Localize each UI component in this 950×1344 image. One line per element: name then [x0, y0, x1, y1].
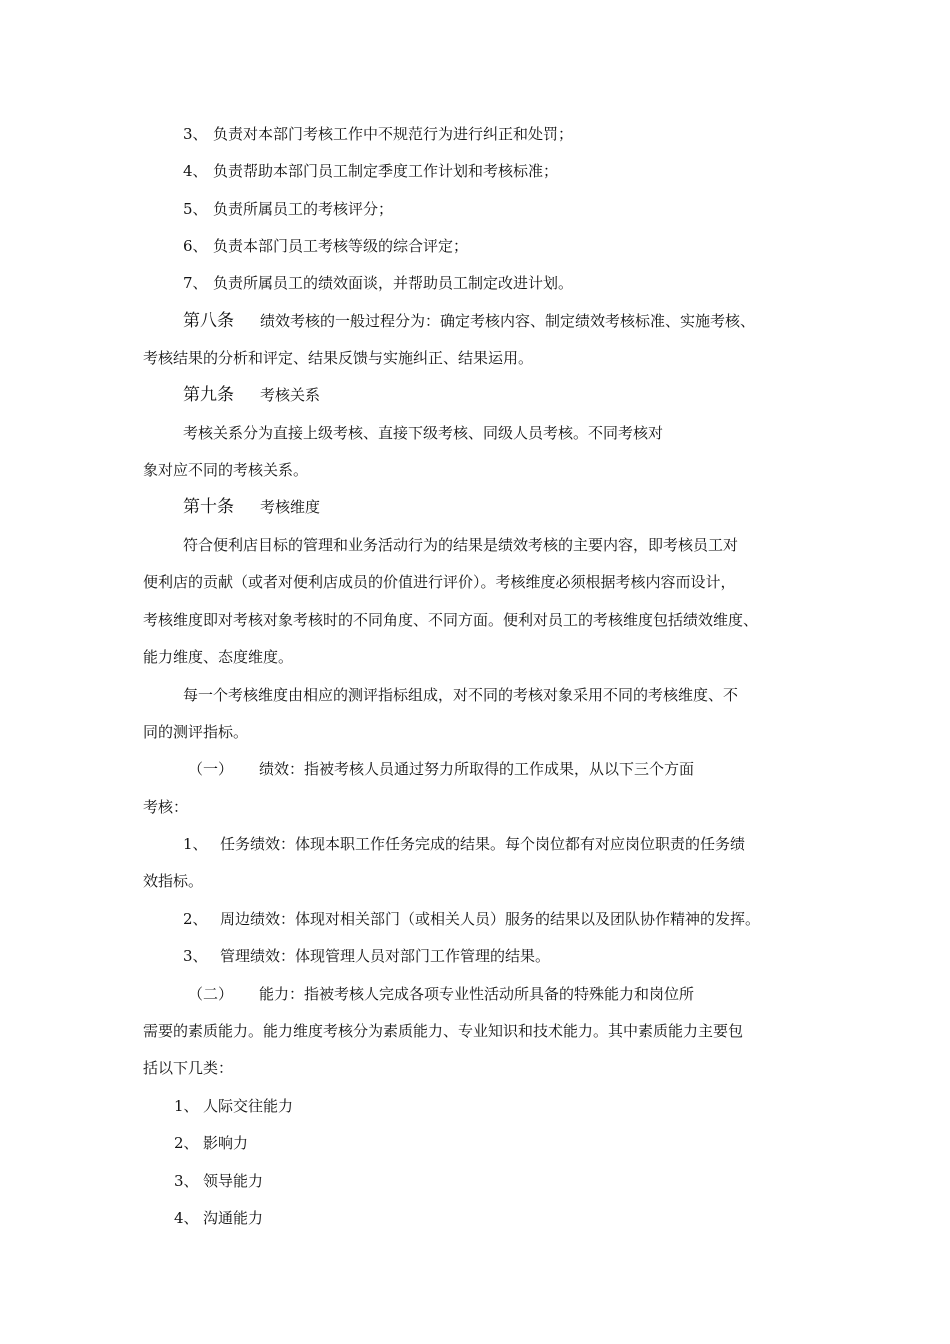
- section-1-line-1: [188, 759, 694, 781]
- duty-number: 5、: [183, 200, 208, 218]
- article-9-heading-line: [183, 385, 320, 407]
- performance-text: 周边绩效：体现对相关部门（或相关人员）服务的结果以及团队协作精神的发挥。: [220, 910, 761, 928]
- performance-item-1-continued: 效指标。: [143, 872, 204, 890]
- article-9-heading: 第九条: [183, 385, 234, 405]
- article-10-paragraph-2-line-2: 同的测评指标。: [143, 723, 249, 741]
- section-2-text: 能力：指被考核人完成各项专业性活动所具备的特殊能力和岗位所: [259, 985, 695, 1003]
- duty-item-6: [183, 236, 468, 258]
- article-10-paragraph-1-line-4: 能力维度、态度维度。: [143, 648, 294, 666]
- ability-number: 4、: [174, 1209, 199, 1227]
- article-9-line-1: 考核关系分为直接上级考核、直接下级考核、同级人员考核。不同考核对: [183, 424, 664, 442]
- article-10-paragraph-2-line-1: 每一个考核维度由相应的测评指标组成，对不同的考核对象采用不同的考核维度、不: [183, 686, 739, 704]
- ability-number: 1、: [174, 1097, 199, 1115]
- article-8-heading: 第八条: [183, 311, 234, 331]
- duty-text: 负责帮助本部门员工制定季度工作计划和考核标准；: [213, 162, 559, 180]
- section-1-line-2: 考核：: [143, 798, 189, 816]
- duty-item-5: [183, 199, 393, 221]
- article-10-paragraph-1-line-3: 考核维度即对考核对象考核时的不同角度、不同方面。便利对员工的考核维度包括绩效维度、: [143, 611, 759, 629]
- performance-text: 管理绩效：体现管理人员对部门工作管理的结果。: [220, 947, 551, 965]
- article-9-line-2: 象对应不同的考核关系。: [143, 461, 309, 479]
- ability-text: 人际交往能力: [203, 1097, 294, 1115]
- article-10-heading-line: [183, 497, 320, 519]
- performance-number: 2、: [183, 910, 208, 928]
- article-8-line-2: 考核结果的分析和评定、结果反馈与实施纠正、结果运用。: [143, 349, 534, 367]
- ability-number: 2、: [174, 1134, 199, 1152]
- section-2-label: （二）: [188, 985, 234, 1003]
- article-10-paragraph-1-line-2: 便利店的贡献（或者对便利店成员的价值进行评价）。考核维度必须根据考核内容而设计，: [143, 573, 736, 591]
- section-2-line-2: 需要的素质能力。能力维度考核分为素质能力、专业知识和技术能力。其中素质能力主要包: [143, 1022, 744, 1040]
- article-8-text: 绩效考核的一般过程分为：确定考核内容、制定绩效考核标准、实施考核、: [260, 312, 756, 330]
- ability-item-2: [174, 1133, 248, 1155]
- duty-text: 负责所属员工的绩效面谈，并帮助员工制定改进计划。: [213, 274, 574, 292]
- performance-number: 3、: [183, 947, 208, 965]
- duty-number: 3、: [183, 125, 208, 143]
- performance-item-1: [183, 834, 745, 856]
- performance-text: 任务绩效：体现本职工作任务完成的结果。每个岗位都有对应岗位职责的任务绩: [220, 835, 746, 853]
- ability-text: 沟通能力: [203, 1209, 264, 1227]
- ability-text: 影响力: [203, 1134, 249, 1152]
- duty-text: 负责所属员工的考核评分；: [213, 200, 394, 218]
- duty-item-7: [183, 273, 573, 295]
- section-2-line-3: 括以下几类：: [143, 1059, 234, 1077]
- section-1-text: 绩效：指被考核人员通过努力所取得的工作成果，从以下三个方面: [259, 760, 695, 778]
- ability-item-4: [174, 1208, 263, 1230]
- ability-number: 3、: [174, 1172, 199, 1190]
- article-9-title: 考核关系: [260, 386, 321, 404]
- section-1-label: （一）: [188, 760, 234, 778]
- duty-number: 7、: [183, 274, 208, 292]
- duty-item-4: [183, 161, 558, 183]
- duty-number: 6、: [183, 237, 208, 255]
- article-8-line-1: [183, 311, 755, 333]
- duty-item-3: [183, 124, 573, 146]
- duty-text: 负责对本部门考核工作中不规范行为进行纠正和处罚；: [213, 125, 574, 143]
- duty-text: 负责本部门员工考核等级的综合评定；: [213, 237, 469, 255]
- performance-item-3: [183, 946, 550, 968]
- section-2-line-1: [188, 984, 694, 1006]
- duty-number: 4、: [183, 162, 208, 180]
- article-10-heading: 第十条: [183, 497, 234, 517]
- article-10-title: 考核维度: [260, 498, 321, 516]
- ability-text: 领导能力: [203, 1172, 264, 1190]
- ability-item-3: [174, 1171, 263, 1193]
- performance-number: 1、: [183, 835, 208, 853]
- ability-item-1: [174, 1096, 293, 1118]
- performance-item-2: [183, 909, 760, 931]
- article-10-paragraph-1-line-1: 符合便利店目标的管理和业务活动行为的结果是绩效考核的主要内容，即考核员工对: [183, 536, 739, 554]
